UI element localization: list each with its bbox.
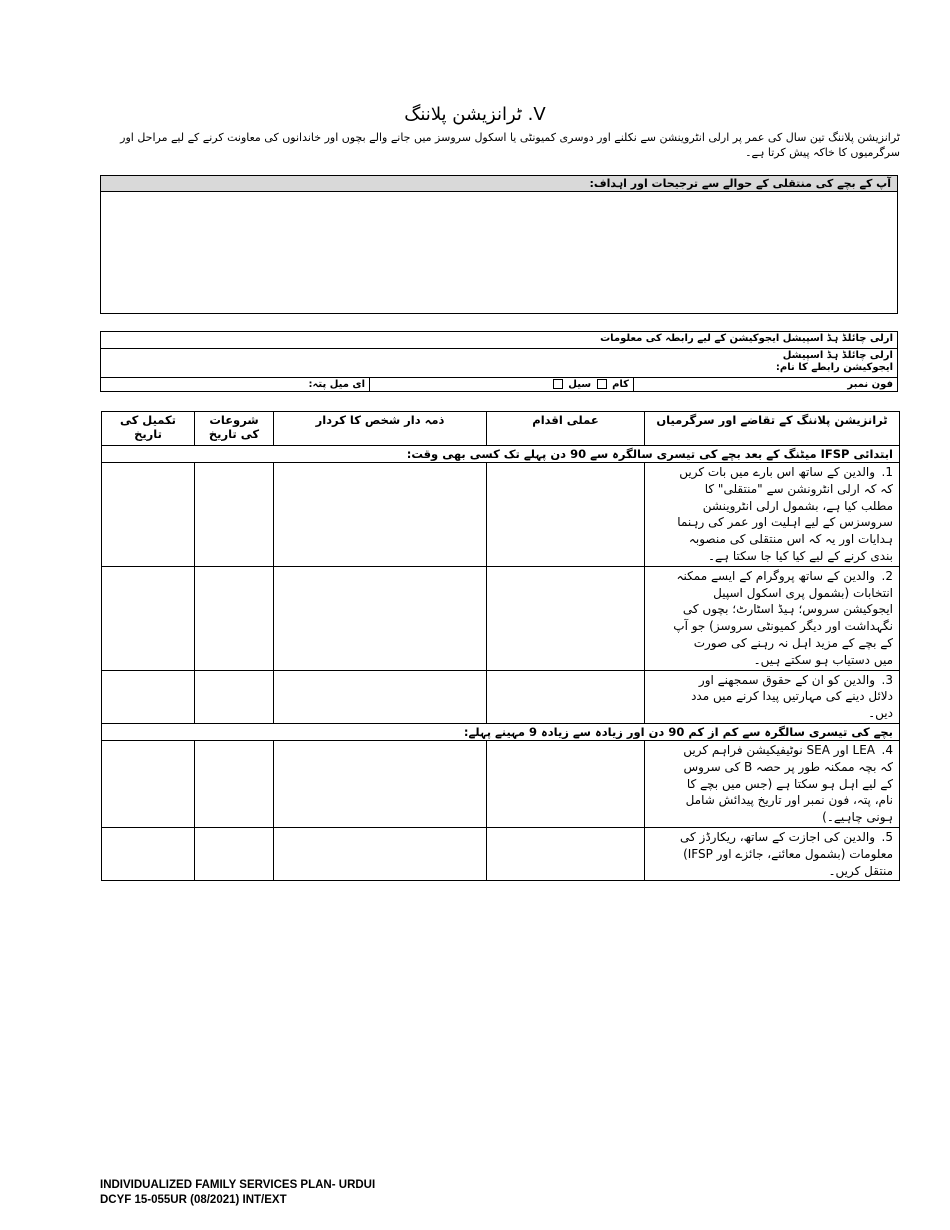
- phone-field[interactable]: [634, 378, 898, 392]
- responsible-cell[interactable]: [274, 566, 487, 670]
- goals-header: آپ کے بچے کی منتقلی کے حوالے سے ترجیحات اور اہداف:: [101, 176, 897, 192]
- footer-form-title: INDIVIDUALIZED FAMILY SERVICES PLAN- URDUI: [100, 1179, 376, 1191]
- completion-date-cell[interactable]: [102, 827, 195, 880]
- responsible-cell[interactable]: [274, 670, 487, 723]
- section-header-1: ابتدائی IFSP میٹنگ کے بعد بچے کی تیسری سالگرہ سے 90 دن پہلے تک کسی بھی وقت:: [102, 446, 900, 463]
- item-text: والدین کے ساتھ اس بارے میں بات کریں کہ کہ ارلی انٹرونشن سے "منتقلی" کا مطلب کیا ہے، بشمول ارلی انٹروینشن سروسزس کے لیے اہلیت اور عمر کی رہنما ہدایات اور یہ کہ اس منتقلی کی منصوبہ بندی کرنے کے لیے کیا کیا جا سکتا ہے۔: [677, 465, 893, 563]
- section-header-2: بچے کی تیسری سالگرہ سے کم از کم 90 دن اور زیادہ سے زیادہ 9 مہینے پہلے:: [102, 723, 900, 740]
- completion-date-cell[interactable]: [102, 670, 195, 723]
- contact-header: ارلی چائلڈ ہڈ اسپیشل ایجوکیشن کے لیے رابطہ کی معلومات: [101, 332, 898, 349]
- action-cell[interactable]: [487, 740, 645, 827]
- page-title: V. ٹرانزیشن پلاننگ: [404, 104, 546, 125]
- header-activities: ٹرانزیشن پلاننگ کے تقاضے اور سرگرمیاں: [645, 412, 900, 446]
- contact-name-label: ارلی چائلڈ ہڈ اسپیشل ایجوکیشن رابطے کا نام:: [775, 350, 893, 373]
- goals-input-area[interactable]: [101, 192, 897, 312]
- activity-item-1: [645, 463, 900, 567]
- item-text: والدین کی اجازت کے ساتھ، ریکارڈز کی معلومات (بشمول معائنے، جائزے اور IFSP) منتقل کریں۔: [680, 829, 893, 878]
- cell-label: سیل: [568, 379, 592, 390]
- activity-item-5: [645, 827, 900, 880]
- responsible-cell[interactable]: [274, 740, 487, 827]
- completion-date-cell[interactable]: [102, 566, 195, 670]
- goals-box: [100, 175, 898, 314]
- item-number: 4.: [881, 742, 893, 757]
- action-cell[interactable]: [487, 827, 645, 880]
- email-label: ای میل پتہ:: [308, 379, 365, 390]
- action-cell[interactable]: [487, 566, 645, 670]
- item-text: LEA اور SEA نوٹیفیکیشن فراہم کریں کہ بچہ ممکنہ طور پر حصہ B کی سروس کے لیے اہل ہو سکتا ہے (جس میں بچے کا نام، پتہ، فون نمبر اور تاریخ پیدائش شامل ہونی چاہیے۔): [683, 742, 893, 825]
- start-date-cell[interactable]: [195, 670, 274, 723]
- completion-date-cell[interactable]: [102, 740, 195, 827]
- item-number: 3.: [881, 672, 893, 687]
- contact-name-field[interactable]: [101, 349, 898, 378]
- header-completion-date: تکمیل کی تاریخ: [102, 412, 195, 446]
- start-date-cell[interactable]: [195, 463, 274, 567]
- email-field[interactable]: [101, 378, 370, 392]
- action-cell[interactable]: [487, 463, 645, 567]
- start-date-cell[interactable]: [195, 740, 274, 827]
- footer: [100, 1178, 375, 1208]
- item-number: 5.: [881, 829, 893, 844]
- completion-date-cell[interactable]: [102, 463, 195, 567]
- item-number: 1.: [881, 465, 893, 479]
- header-action: عملی اقدام: [487, 412, 645, 446]
- footer-form-number: DCYF 15-055UR (08/2021) INT/EXT: [100, 1194, 287, 1206]
- item-text: والدین کو ان کے حقوق سمجھنے اور دلائل دینے کی مہارتیں پیدا کرنے میں مدد دیں۔: [691, 672, 893, 721]
- transition-plan-table: [101, 411, 900, 881]
- cell-checkbox[interactable]: [553, 379, 563, 389]
- action-cell[interactable]: [487, 670, 645, 723]
- work-label: کام: [612, 379, 629, 390]
- responsible-cell[interactable]: [274, 463, 487, 567]
- item-text: والدین کے ساتھ پروگرام کے ایسے ممکنہ انتخابات (بشمول پری اسکول اسپیل ایجوکیشن سروس؛ ہیڈ اسٹارٹ؛ بچوں کی نگہداشت اور دیگر کمیونٹی سروسز) جو آپ کے بچے کے مزید اہل نہ رہنے کی صورت میں دستیاب ہو سکتے ہیں۔: [673, 568, 893, 667]
- header-start-date: شروعات کی تاریخ: [195, 412, 274, 446]
- phone-type-cell: [370, 378, 634, 392]
- phone-label: فون نمبر: [847, 379, 893, 390]
- start-date-cell[interactable]: [195, 566, 274, 670]
- header-responsible: ذمہ دار شخص کا کردار: [274, 412, 487, 446]
- activity-item-2: [645, 566, 900, 670]
- start-date-cell[interactable]: [195, 827, 274, 880]
- work-checkbox[interactable]: [597, 379, 607, 389]
- activity-item-3: [645, 670, 900, 723]
- activity-item-4: [645, 740, 900, 827]
- responsible-cell[interactable]: [274, 827, 487, 880]
- contact-table: [100, 331, 898, 392]
- item-number: 2.: [881, 568, 893, 583]
- intro-paragraph: ٹرانزیشن پلاننگ تین سال کی عمر پر ارلی انٹروینشن سے نکلنے اور دوسری کمیونٹی یا اسکول سروسز میں جانے والے بچوں اور خاندانوں کی معاونت کرنے کے لیے مراحل اور سرگرمیوں کا خاکہ پیش کرتا ہے۔: [120, 131, 900, 159]
